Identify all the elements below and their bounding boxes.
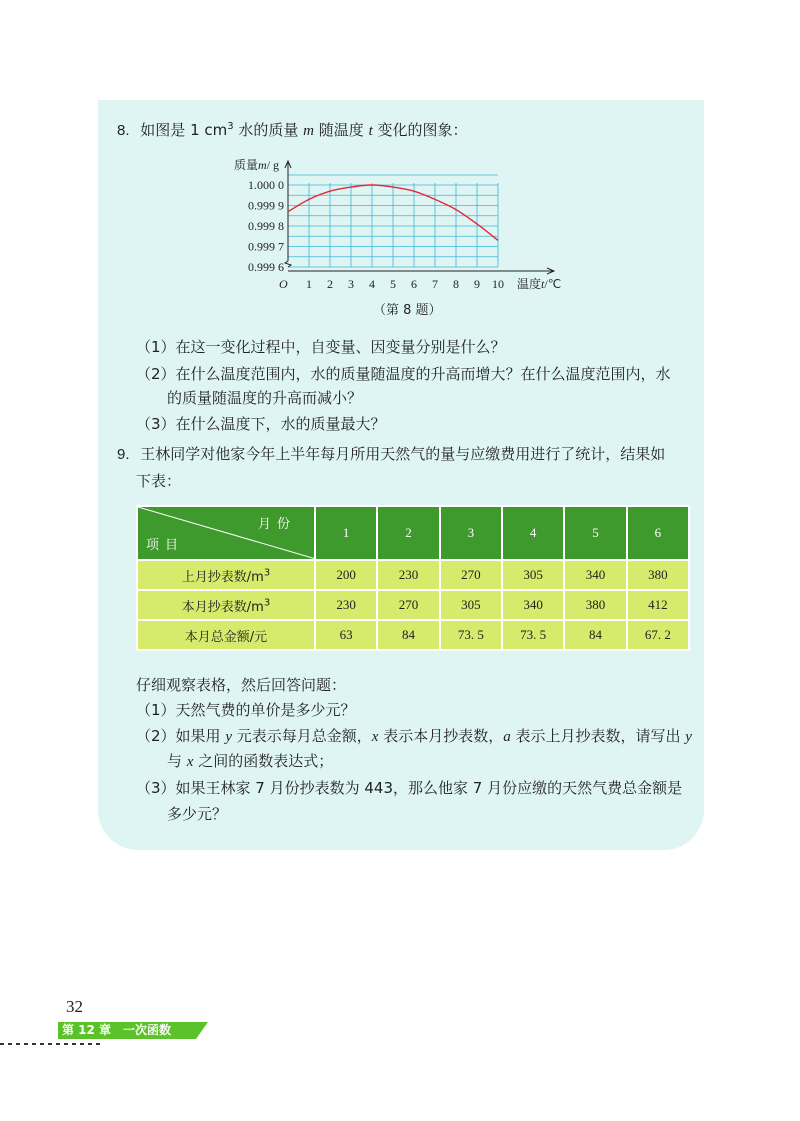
q8-number: 8. [117,122,130,139]
q9-sub2-part6: 之间的函数表达式； [193,752,334,770]
table-row-total-amount [137,620,689,650]
table-cell: 412 [627,590,689,620]
table-row-last-reading [137,560,689,590]
q8-text-sup: 3 [227,121,234,132]
y-tick-label: 0.999 9 [248,198,284,213]
y-tick-label: 1.000 0 [248,178,284,192]
row-label-total-amount-text: 本月总金额/元 [184,629,268,645]
q9-sub3-line1: （3）如果王林家 7 月份抄表数为 443，那么他家 7 月份应缴的天然气费总金额是 [136,779,683,797]
row-label-this-reading [137,590,315,620]
footer-dotted-rule [0,1043,100,1045]
y-tick-label: 0.999 8 [248,219,284,233]
corner-header-item: 项目 [146,538,185,553]
q9-text-a: 王林同学对他家今年上半年每月所用天然气的量与应缴费用进行了统计，结果如 [140,445,666,463]
q8-sub3: （3）在什么温度下，水的质量最大？ [136,415,386,433]
q8-text-c: 随温度 [314,121,369,139]
table-cell: 63 [315,620,377,650]
column-header-3: 3 [440,506,502,560]
table-cell: 340 [564,560,626,590]
column-header-5: 5 [564,506,626,560]
row-label-this-reading-sup: 3 [263,597,271,609]
row-label-last-reading-text: 上月抄表数/m [181,569,264,585]
q8-caption: （第 8 题） [373,303,442,318]
q8-sub1: （1）在这一变化过程中，自变量、因变量分别是什么？ [136,338,506,356]
x-tick-label: 9 [474,277,480,291]
row-label-last-reading-sup: 3 [263,567,271,579]
q9-sub2-var-a: a [503,729,511,745]
page-number: 32 [66,997,83,1016]
q8-stem [117,120,468,141]
q9-sub2-var-x: x [371,729,379,745]
table-row-this-reading [137,590,689,620]
q9-sub2-part2: 元表示每月总金额， [231,727,372,745]
q9-sub2-line1 [136,726,692,747]
q8-sub2-line1: （2）在什么温度范围内，水的质量随温度的升高而增大？在什么温度范围内，水 [136,365,671,383]
q8-sub2-line2: 的质量随温度的升高而减小？ [167,389,363,407]
x-axis-label [517,276,561,291]
table-cell: 305 [440,590,502,620]
y-axis-label-text: 质量 [234,158,259,172]
q9-sub2-var-y: y [225,729,232,745]
row-label-this-reading-text: 本月抄表数/m [181,599,264,615]
table-cell: 270 [377,590,439,620]
q9-sub2-part1: （2）如果用 [136,727,226,745]
x-tick-label: 1 [306,277,312,291]
x-axis-label-var: t [541,277,545,291]
y-tick-label: 0.999 6 [248,260,284,274]
table-cell: 230 [377,560,439,590]
q9-sub3-line2: 多少元？ [167,805,228,823]
q9-sub2-var-x2: x [186,754,194,770]
table-cell: 305 [502,560,564,590]
row-label-last-reading [137,560,315,590]
column-header-1: 1 [315,506,377,560]
x-tick-label: 4 [369,277,375,291]
table-cell: 340 [502,590,564,620]
q8-text-a: 如图是 1 cm [140,121,228,139]
x-tick-label: 2 [327,277,333,291]
y-tick-label: 0.999 7 [248,239,284,254]
x-tick-label: 8 [453,277,459,291]
mass-temperature-chart [232,155,592,295]
q9-sub2-part3: 表示本月抄表数， [378,727,504,745]
column-header-6: 6 [627,506,689,560]
table-cell: 200 [315,560,377,590]
x-tick-label: 5 [390,277,396,291]
table-cell: 230 [315,590,377,620]
corner-header-month: 月份 [257,517,296,532]
q9-intro: 仔细观察表格，然后回答问题： [136,676,347,694]
x-tick-label: 7 [432,277,438,291]
table-corner-header [137,506,315,560]
q9-stem-line1 [117,444,665,465]
table-cell: 73. 5 [440,620,502,650]
y-axis-label-var: m [258,158,267,172]
q8-text-b: 水的质量 [233,121,304,139]
x-axis-label-text: 温度 [517,277,542,291]
q9-stem-line2: 下表： [136,472,182,490]
chart-grid [288,175,498,267]
y-axis-label-unit: / g [266,158,280,172]
column-header-2: 2 [377,506,439,560]
x-tick-label: 3 [348,277,354,291]
row-label-total-amount [137,620,315,650]
table-cell: 73. 5 [502,620,564,650]
x-tick-label: 6 [411,277,417,291]
q9-sub2-var-y2: y [685,729,692,745]
q9-sub2-part5: 与 [167,752,187,770]
table-cell: 67. 2 [627,620,689,650]
origin-label: O [279,277,288,291]
x-tick-label: 10 [492,277,504,291]
table-cell: 380 [627,560,689,590]
table-cell: 84 [564,620,626,650]
column-header-4: 4 [502,506,564,560]
table-cell: 84 [377,620,439,650]
gas-usage-table [136,505,690,651]
y-axis-label [234,157,279,172]
q9-sub2-line2 [167,751,333,772]
q9-sub1: （1）天然气费的单价是多少元？ [136,701,356,719]
q8-text-d: 变化的图象： [372,121,468,139]
table-cell: 270 [440,560,502,590]
y-axis-break [285,261,291,267]
q8-var-m: m [303,123,315,139]
q9-sub2-part4: 表示上月抄表数，请写出 [510,727,686,745]
q9-number: 9. [117,446,130,463]
chapter-title: 第 12 章 一次函数 [62,1023,172,1037]
table-cell: 380 [564,590,626,620]
q8-var-t: t [368,123,373,139]
table-header-row [137,506,689,560]
x-axis-label-unit: /℃ [544,277,562,291]
